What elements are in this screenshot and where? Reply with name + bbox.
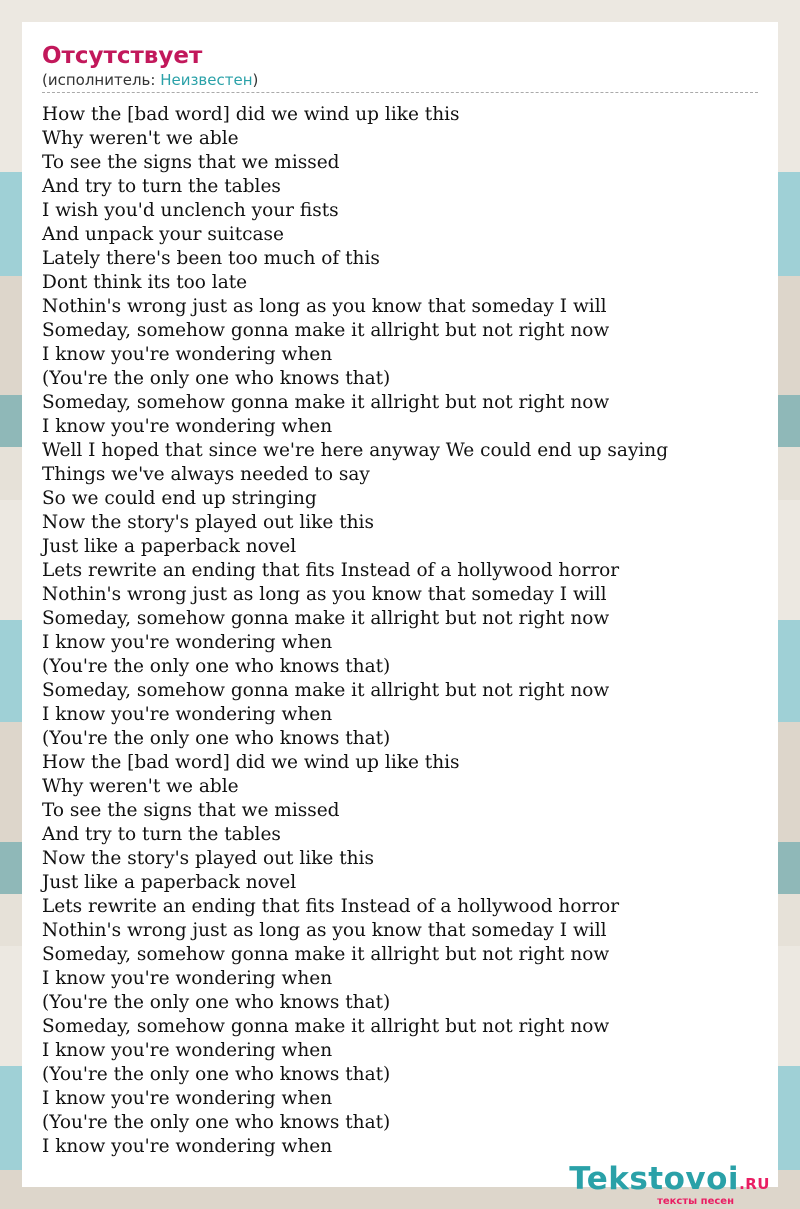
lyric-line: (You're the only one who knows that)	[42, 1064, 391, 1085]
lyric-line: How the [bad word] did we wind up like this	[42, 752, 460, 773]
lyric-line: Dont think its too late	[42, 272, 248, 293]
lyric-line: Just like a paperback novel	[42, 872, 297, 893]
lyric-line: Things we've always needed to say	[42, 464, 370, 485]
lyric-line: I know you're wondering when	[42, 1040, 333, 1061]
lyric-line: I know you're wondering when	[42, 1088, 333, 1109]
artist-line	[42, 70, 758, 93]
lyric-line: Someday, somehow gonna make it allright but not right now	[42, 944, 610, 965]
lyric-line: Now the story's played out like this	[42, 848, 374, 869]
lyric-line: I know you're wondering when	[42, 968, 333, 989]
lyric-line: So we could end up stringing	[42, 488, 317, 509]
lyric-line: Why weren't we able	[42, 776, 239, 797]
song-title: Отсутствует	[42, 43, 203, 69]
lyric-line: Why weren't we able	[42, 128, 239, 149]
site-logo[interactable]	[569, 1162, 770, 1209]
lyric-line: I wish you'd unclench your fists	[42, 200, 339, 221]
lyric-line: (You're the only one who knows that)	[42, 992, 391, 1013]
lyric-line: Nothin's wrong just as long as you know that someday I will	[42, 920, 607, 941]
lyric-line: I know you're wondering when	[42, 344, 333, 365]
lyric-line: Someday, somehow gonna make it allright but not right now	[42, 320, 610, 341]
lyric-line: Someday, somehow gonna make it allright but not right now	[42, 1016, 610, 1037]
lyric-line: How the [bad word] did we wind up like this	[42, 104, 460, 125]
lyric-line: Well I hoped that since we're here anyway We could end up saying	[42, 440, 669, 461]
lyric-line: Now the story's played out like this	[42, 512, 374, 533]
logo-name: Tekstovoi	[569, 1161, 740, 1197]
lyric-line: Nothin's wrong just as long as you know that someday I will	[42, 584, 607, 605]
lyric-line: Someday, somehow gonna make it allright but not right now	[42, 680, 610, 701]
artist-prefix: (исполнитель:	[42, 71, 161, 89]
lyric-line: (You're the only one who knows that)	[42, 728, 391, 749]
lyric-line: Nothin's wrong just as long as you know that someday I will	[42, 296, 607, 317]
lyrics-list	[42, 103, 758, 1159]
lyric-line: Lets rewrite an ending that fits Instead of a hollywood horror	[42, 896, 620, 917]
lyric-line: To see the signs that we missed	[42, 800, 340, 821]
lyric-line: I know you're wondering when	[42, 704, 333, 725]
lyric-line: And try to turn the tables	[42, 176, 281, 197]
logo-tld: .RU	[739, 1175, 770, 1193]
lyric-line: (You're the only one who knows that)	[42, 1112, 391, 1133]
lyric-line: I know you're wondering when	[42, 632, 333, 653]
lyric-line: Someday, somehow gonna make it allright but not right now	[42, 392, 610, 413]
lyric-line: Lets rewrite an ending that fits Instead of a hollywood horror	[42, 560, 620, 581]
lyric-line: Lately there's been too much of this	[42, 248, 380, 269]
lyric-line: And unpack your suitcase	[42, 224, 284, 245]
lyric-line: I know you're wondering when	[42, 416, 333, 437]
lyric-line: (You're the only one who knows that)	[42, 656, 391, 677]
artist-suffix: )	[252, 71, 259, 89]
logo-tagline: тексты песен	[657, 1196, 734, 1207]
lyric-line: I know you're wondering when	[42, 1136, 333, 1157]
lyric-line: And try to turn the tables	[42, 824, 281, 845]
artist-link[interactable]: Неизвестен	[160, 71, 253, 89]
lyrics-card	[22, 22, 778, 1187]
lyric-line: Just like a paperback novel	[42, 536, 297, 557]
lyric-line: To see the signs that we missed	[42, 152, 340, 173]
lyric-line: (You're the only one who knows that)	[42, 368, 391, 389]
lyric-line: Someday, somehow gonna make it allright but not right now	[42, 608, 610, 629]
